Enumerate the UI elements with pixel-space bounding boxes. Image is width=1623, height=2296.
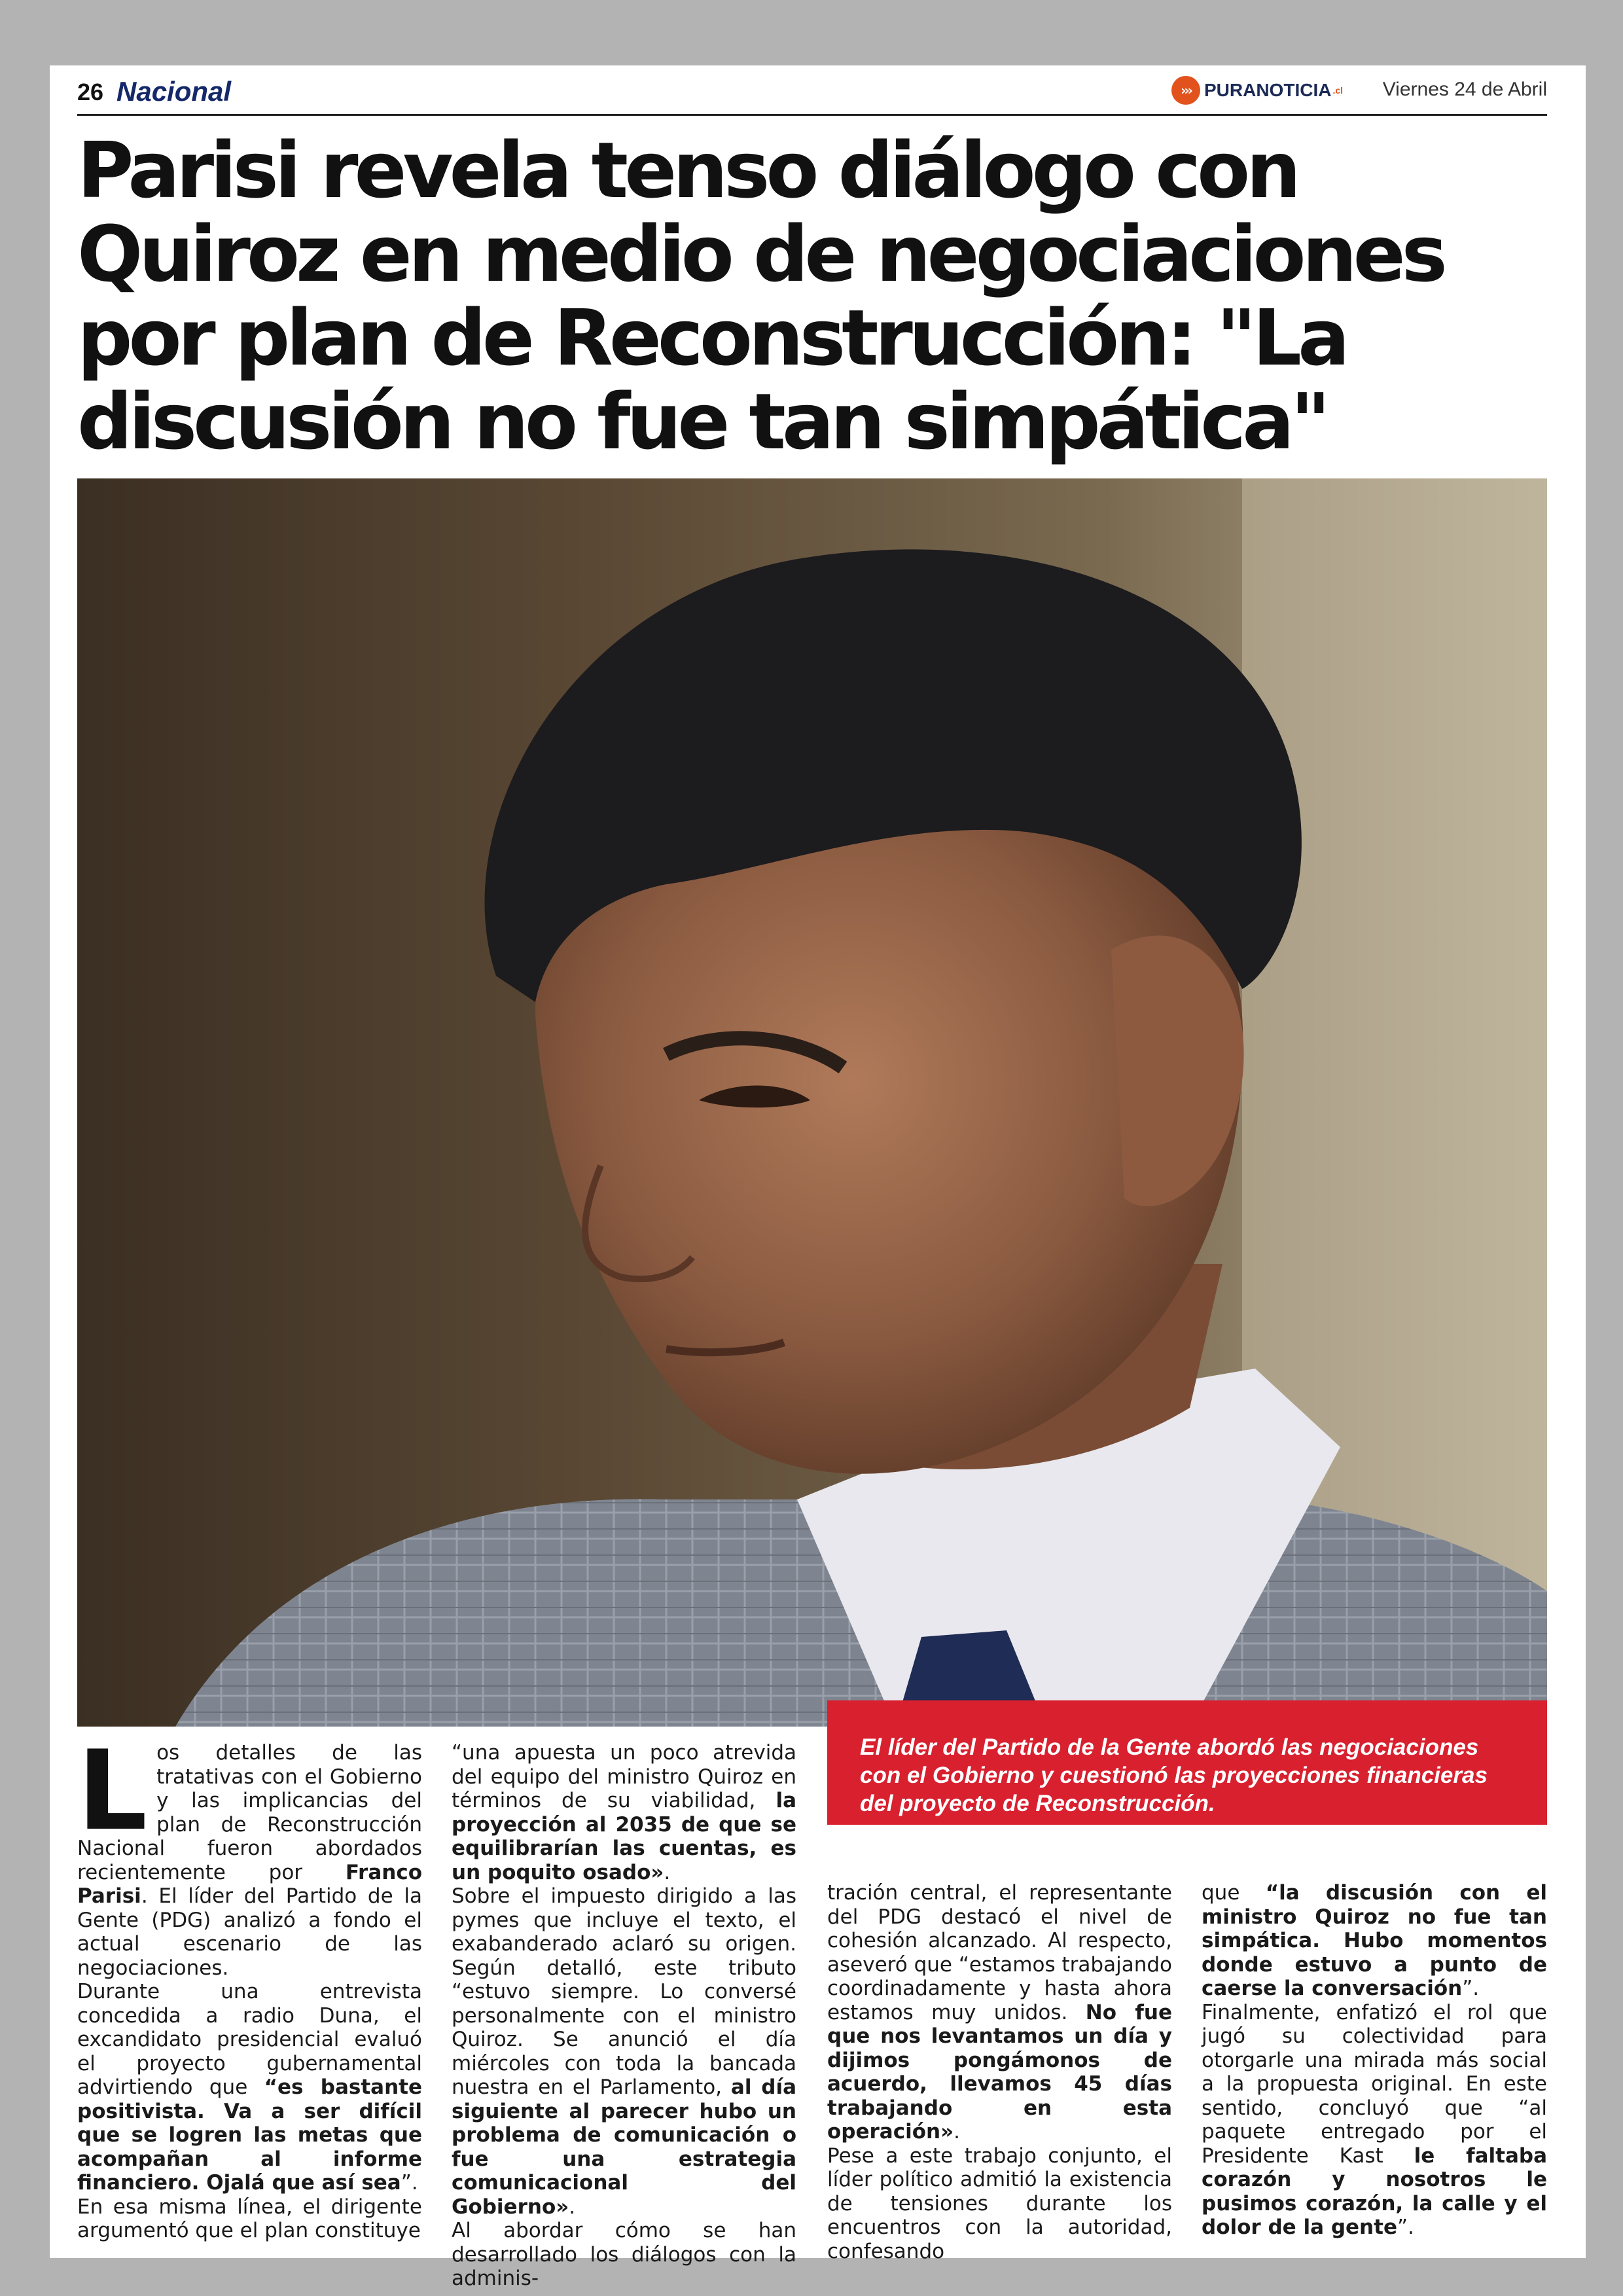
photo-caption — [827, 1700, 1547, 1825]
text-run: . — [954, 2120, 960, 2144]
paragraph — [452, 1741, 796, 1884]
text-run: ”. — [1462, 1977, 1480, 2000]
paragraph — [827, 1881, 1172, 2144]
puranoticia-logo — [1171, 76, 1343, 105]
logo-text: PURANOTICIA — [1204, 80, 1332, 100]
text-run: . — [569, 2195, 576, 2219]
bold-run: le faltaba corazón y nosotros le pusimos corazón, la calle y el dolor de la gente — [1202, 2144, 1547, 2239]
text-run: tración central, el representante del PDG destacó el nivel de cohesión alcanzado. Al respecto, aseveró que “estamos trabajando coordinadamente y hasta ahora estamos muy unidos. — [827, 1881, 1172, 2024]
bold-run: al día siguiente al parecer hubo un problema de comunicación o fue una estrategia comunicacional del Gobierno» — [452, 2075, 797, 2219]
section-title: Nacional — [116, 76, 232, 107]
bold-run: “es bastante positivista. Va a ser difícil que se logren las metas que acompañan al informe financiero. Ojalá que así sea — [77, 2075, 423, 2195]
paragraph — [452, 1884, 796, 2219]
logo-suffix: .cl — [1332, 85, 1344, 96]
text-run: . — [664, 1860, 671, 1884]
paragraph — [1202, 1881, 1547, 2001]
text-run: Sobre el impuesto dirigido a las pymes que incluye el texto, el exabanderado aclaró su origen. Según detalló, este tributo “estuvo siempre. Lo conversé personalmente con el ministro Quiroz. Se anunció el día miércoles con toda la bancada nuestra en el Parlamento, — [452, 1884, 796, 2099]
text-run: . El líder del Partido de la Gente (PDG) analizó a fondo el actual escenario de las negociaciones. — [77, 1884, 422, 1980]
text-run: Finalmente, enfatizó el rol que jugó su colectividad para otorgarle una mirada más social a la propuesta original. En este sentido, concluyó que “al paquete entregado por el Presidente Kast — [1202, 2000, 1547, 2168]
article-column-2 — [452, 1741, 796, 2291]
article-column-1 — [77, 1727, 423, 2243]
chevrons-icon: ››› — [1171, 76, 1200, 105]
paragraph: Al abordar cómo se han desarrollado los diálogos con la adminis- — [452, 2219, 796, 2290]
paragraph — [77, 1980, 422, 2195]
drop-cap: L — [77, 1727, 148, 1855]
paragraph: Pese a este trabajo conjunto, el líder político admitió la existencia de tensiones durante los encuentros con la autoridad, confesando — [827, 2144, 1172, 2263]
bold-run: No fue que nos levantamos un día y dijimos pongámonos de acuerdo, llevamos 45 días trabajando en esta operación» — [827, 2000, 1172, 2144]
text-run: ”. — [401, 2171, 418, 2195]
paragraph — [77, 1727, 422, 1980]
bold-run: Franco Parisi — [77, 1860, 422, 1908]
headline: Parisi revela tenso diálogo con Quiroz en medio de negociaciones por plan de Reconstrucción: "La discusión no fue tan simpática" — [77, 125, 1444, 467]
text-run: que — [1202, 1881, 1266, 1905]
text-run: Durante una entrevista concedida a radio Duna, el excandidato presidencial evaluó el proyecto gubernamental advirtiendo que — [77, 1980, 422, 2099]
text-run: ”. — [1397, 2215, 1414, 2239]
header-rule — [77, 114, 1547, 116]
page-header — [77, 73, 1547, 117]
bold-run: “la discusión con el ministro Quiroz no fue tan simpática. Hubo momentos donde estuvo a punto de caerse la conversación — [1202, 1881, 1547, 2000]
paragraph — [1202, 2001, 1547, 2240]
caption-text: El líder del Partido de la Gente abordó las negociaciones con el Gobierno y cuestionó las proyecciones financieras del proyecto de Reconstrucción. — [860, 1734, 1488, 1816]
page-number: 26 — [77, 79, 104, 105]
article-photo — [77, 478, 1547, 1727]
paragraph: En esa misma línea, el dirigente argumentó que el plan constituye — [77, 2195, 422, 2242]
text-run: “una apuesta un poco atrevida del equipo del ministro Quiroz en términos de su viabilidad, — [452, 1741, 796, 1812]
issue-date: Viernes 24 de Abril — [1382, 79, 1547, 100]
bold-run: la proyección al 2035 de que se equilibrarían las cuentas, es un poquito osado» — [452, 1789, 796, 1884]
article-column-4 — [1202, 1881, 1547, 2240]
article-column-3 — [827, 1881, 1172, 2263]
text-run: os detalles de las tratativas con el Gobierno y las implicancias del plan de Reconstrucción Nacional fueron abordados recientemente por — [77, 1741, 422, 1884]
